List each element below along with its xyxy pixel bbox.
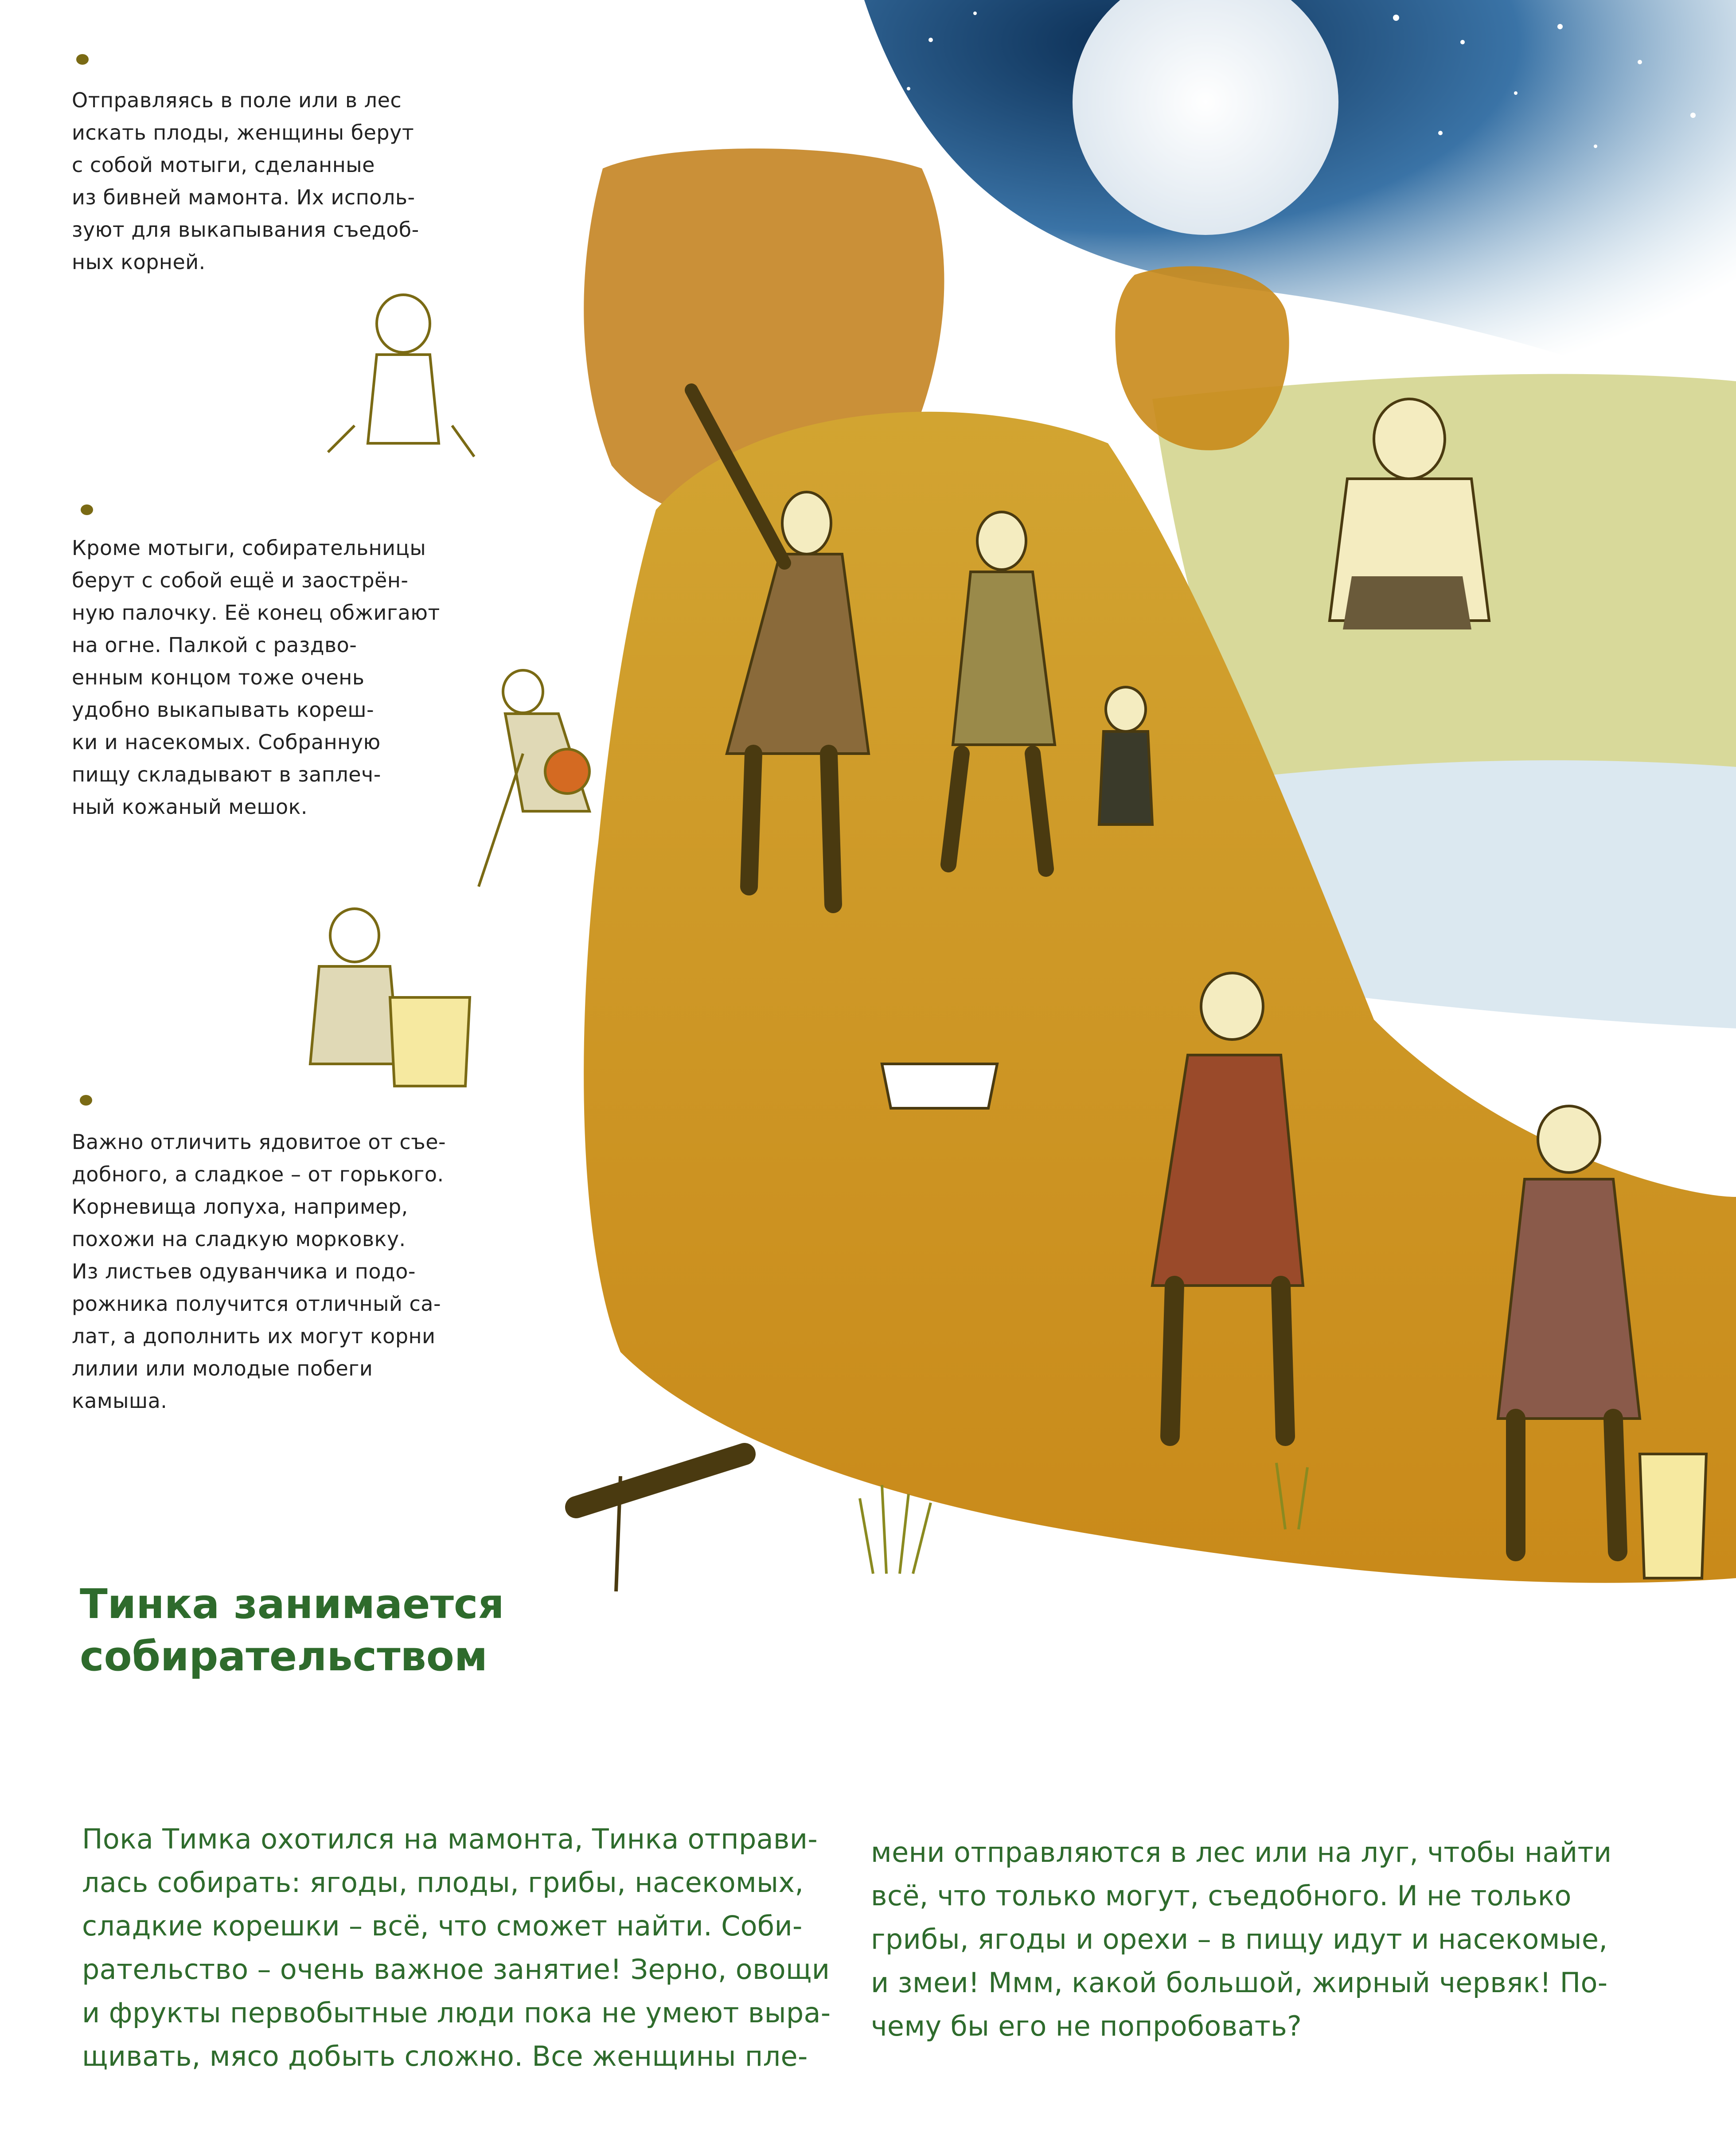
bullet-dot (76, 54, 89, 65)
gathered-basket (1640, 1454, 1706, 1578)
note-digging-stick: Кроме мотыги, собирательницы берут с собой ещё и заострён- ную палочку. Её конец обжигают на огне. Палкой с раздво- енным концом тоже очень удобно выкапывать кореш- ки и насекомых. Собранную пищу складывают в заплеч- ный кожаный мешок. (72, 536, 440, 819)
bullet-dot (80, 1095, 92, 1106)
sketch-digging-woman (479, 670, 589, 887)
body-text-column-1: Пока Тимка охотился на мамонта, Тинка отправи- лась собирать: ягоды, плоды, грибы, насекомых, сладкие корешки – всё, что сможет найти. Соби- рательство – очень важное занятие! Зерно, овощи и фрукты первобытные люди пока не умеют выра- щивать, мясо добыть сложно. Все женщины пле- (82, 1823, 831, 2072)
sketch-woman-with-basket (310, 909, 470, 1086)
figure-child (1099, 687, 1152, 825)
note-edible-plants: Важно отличить ядовитое от съе- добного, а сладкое – от горького. Корневища лопуха, например, похожи на сладкую морковку. Из листьев одуванчика и подо- рожника получится отличный са- лат, а дополнить их могут корни лилии или молодые побеги камыша. (72, 1130, 446, 1413)
stone-axe (576, 1454, 745, 1591)
note-mammoth-hoes: Отправляясь в поле или в лес искать плоды, женщины берут с собой мотыги, сделанные из бивней мамонта. Их исполь- зуют для выкапывания съедоб- ных корней. (72, 88, 419, 274)
basket (882, 1064, 997, 1108)
sketch-sitting-woman (328, 295, 474, 457)
page-title: Тинка занимается собирательством (80, 1580, 504, 1680)
small-ochre-tree (1115, 266, 1289, 450)
body-text-column-2: мени отправляются в лес или на луг, чтобы найти всё, что только могут, съедобного. И не только грибы, ягоды и орехи – в пищу идут и насекомые, и змеи! Ммм, какой большой, жирный червяк! По- чему бы его не попробовать? (871, 1836, 1612, 2042)
bullet-dot (81, 504, 93, 515)
